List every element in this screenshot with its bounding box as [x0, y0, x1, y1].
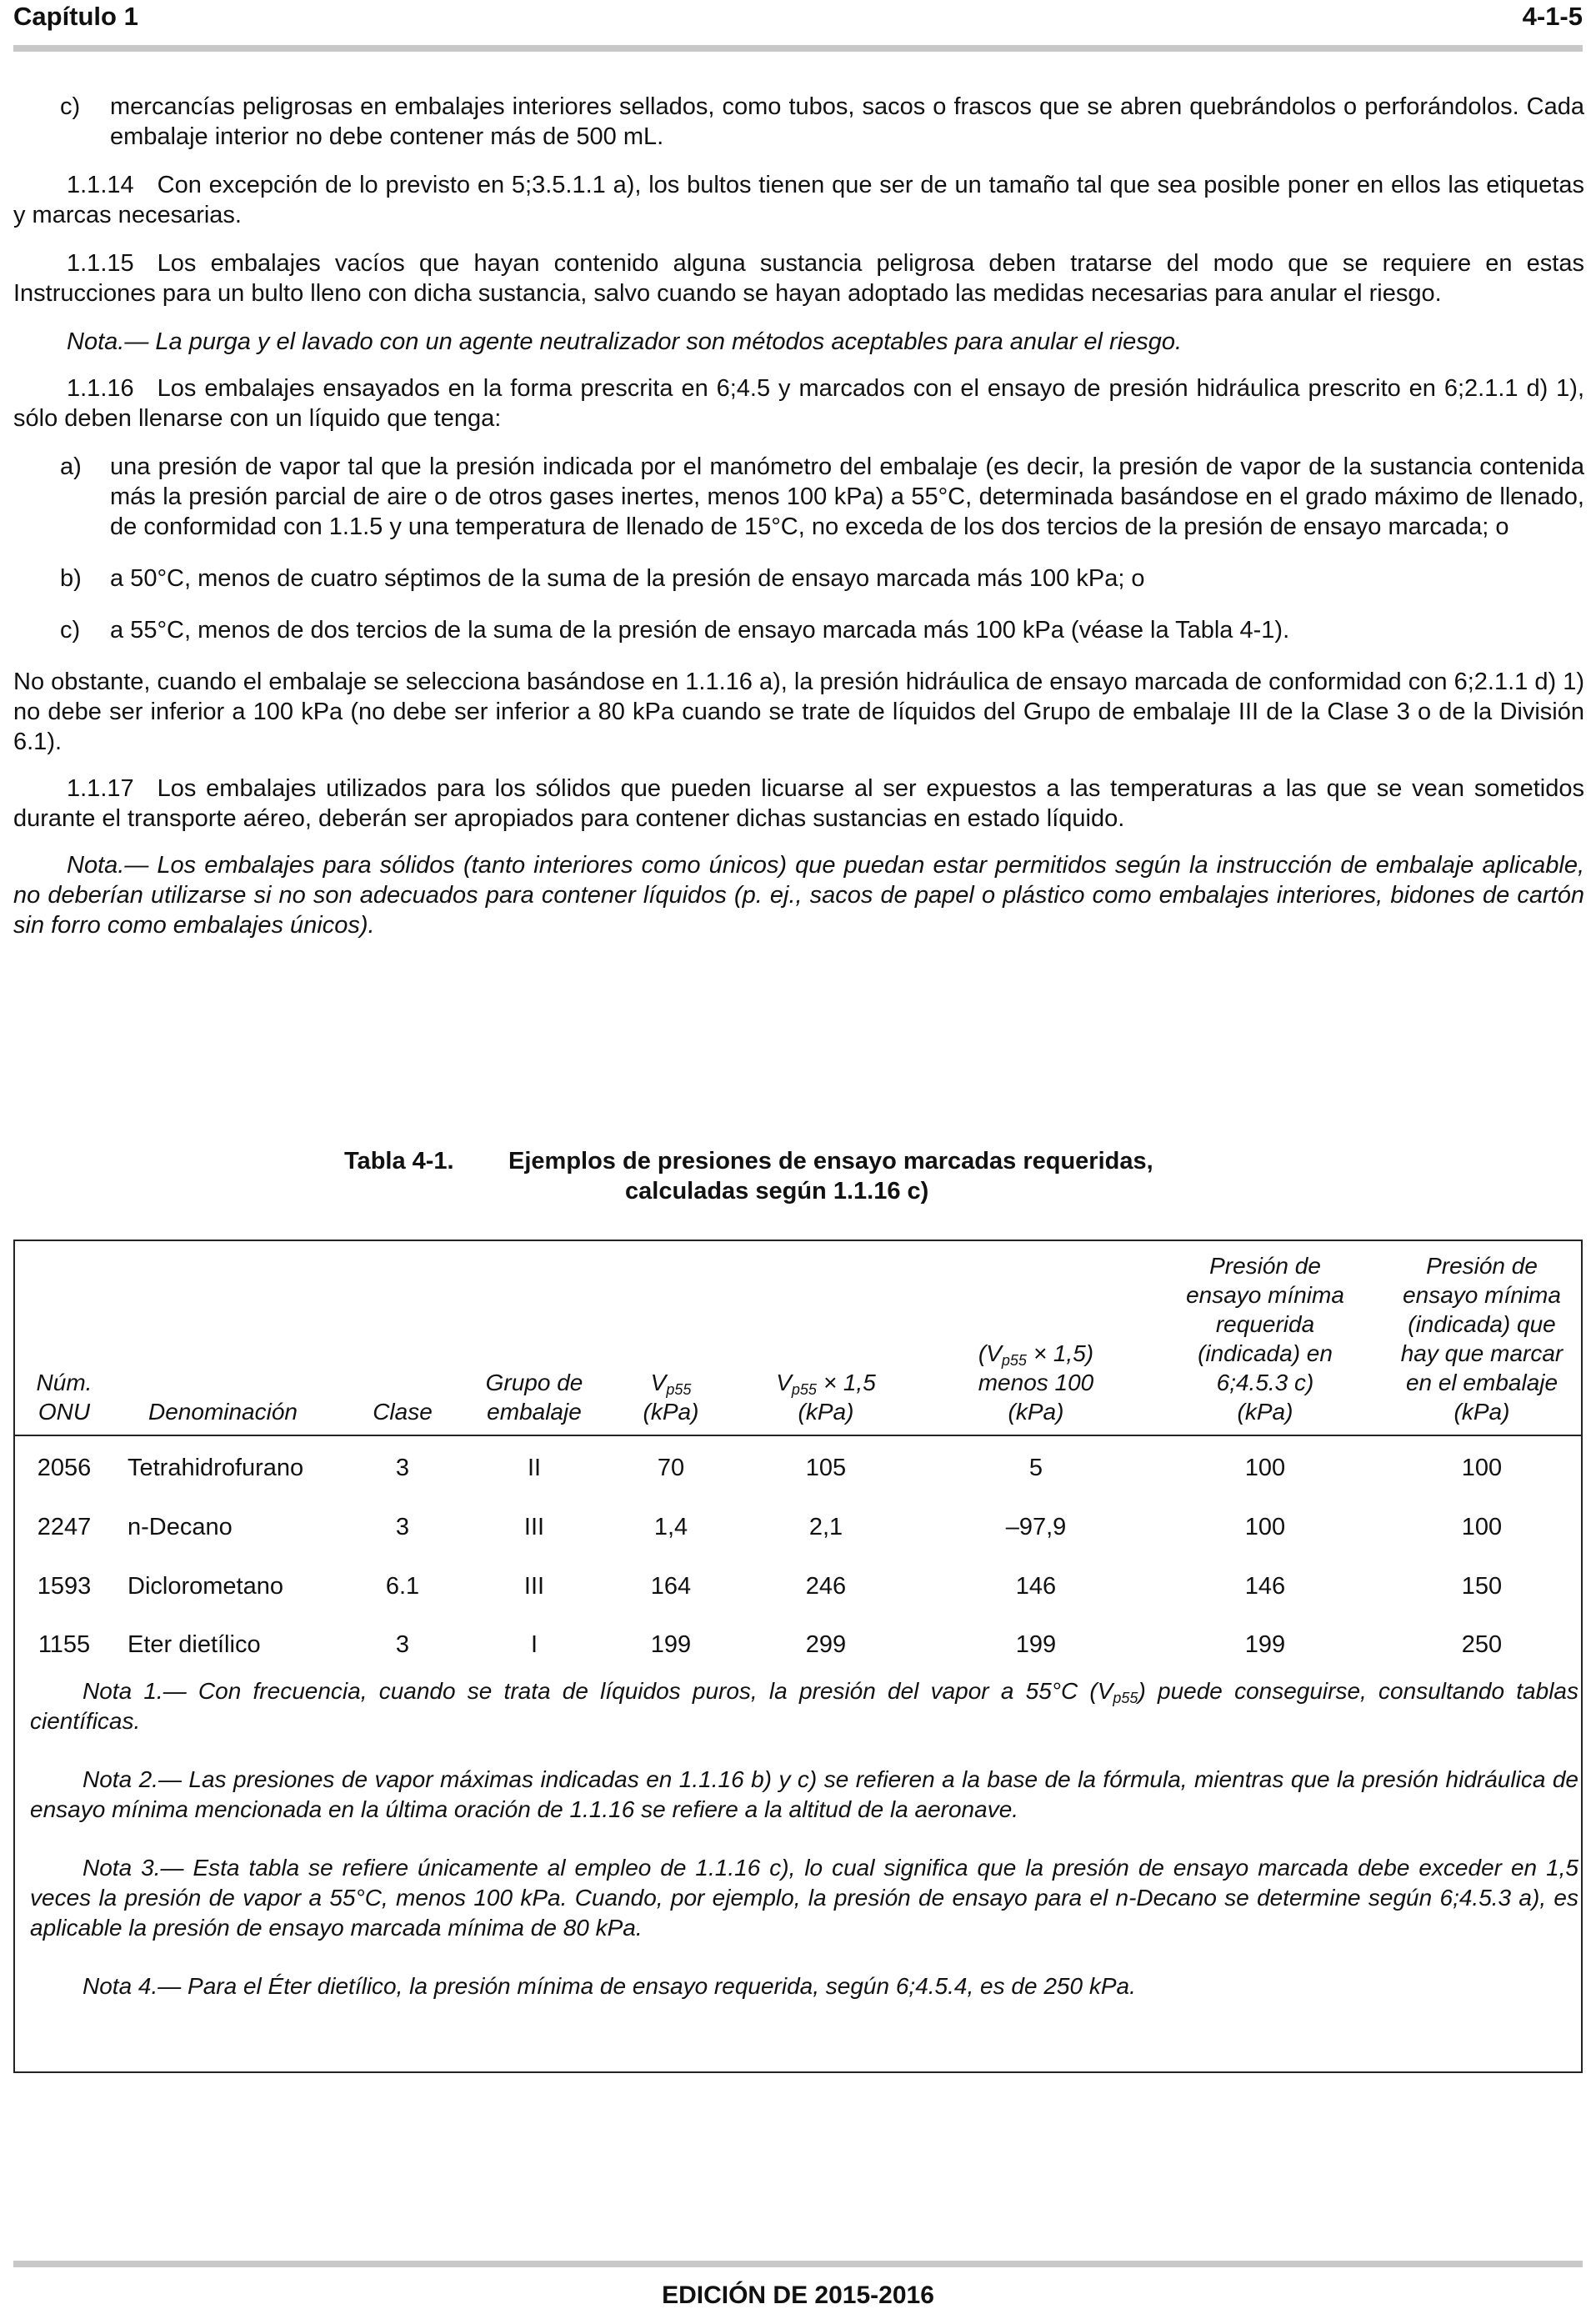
section-number: 1.1.14: [67, 172, 134, 198]
page-header: [13, 2, 1583, 43]
header-line: ONU: [38, 1399, 91, 1425]
cell-menos-100: –97,9: [1005, 1514, 1067, 1540]
cell-vp55: 199: [650, 1631, 692, 1658]
header-subscript: p55: [666, 1381, 692, 1398]
col-header-marcar: [1382, 1251, 1582, 1426]
note-text: La purga y el lavado con un agente neutralizador son métodos aceptables para anular el riesgo.: [155, 328, 1183, 355]
note-subscript: p55: [1113, 1690, 1138, 1706]
header-rule: [15, 1435, 1581, 1436]
header-line: [932, 1339, 1140, 1368]
list-item-a: [13, 452, 1584, 542]
table-note-4: Nota 4.— Para el Éter dietílico, la presión mínima de ensayo requerida, según 6;4.5.4, es de 250 kPa.: [83, 1973, 1136, 1999]
header-line: hay que marcar: [1400, 1340, 1563, 1366]
cell-marcar: 100: [1461, 1455, 1503, 1481]
cell-clase: 6.1: [385, 1573, 420, 1600]
header-text: (V: [978, 1340, 1002, 1366]
cell-vp55-x15: 105: [805, 1455, 847, 1481]
cell-marcar: 250: [1461, 1631, 1503, 1658]
cell-clase: 3: [395, 1631, 410, 1658]
header-line: Núm.: [36, 1370, 93, 1395]
cell-grupo: I: [530, 1631, 538, 1658]
paragraph-1-1-14: [13, 170, 1584, 230]
col-header-clase: [357, 1397, 448, 1426]
item-text: mercancías peligrosas en embalajes interiores sellados, como tubos, sacos o frascos que se abren quebrándolos o perforándolos. Cada embalaje interior no debe contener más de 500 mL.: [110, 93, 1584, 150]
body-text: [13, 92, 1584, 952]
paragraph-text: Los embalajes vacíos que hayan contenido alguna sustancia peligrosa deben tratarse del modo que se requiere en estas Instrucciones para un bulto lleno con dicha sustancia, salvo cuando se hayan adoptado las medidas necesarias para anular el riesgo.: [13, 250, 1584, 307]
cell-menos-100: 146: [1015, 1573, 1057, 1600]
header-text: × 1,5: [816, 1370, 876, 1395]
header-line: (kPa): [1237, 1399, 1293, 1425]
cell-requerida: 146: [1244, 1573, 1286, 1600]
header-line: Grupo de: [485, 1370, 583, 1395]
table-title-line-2: calculadas según 1.1.16 c): [625, 1178, 929, 1205]
header-line: Presión de: [1426, 1253, 1538, 1279]
col-header-onu: [27, 1368, 102, 1426]
cell-grupo: III: [523, 1514, 545, 1540]
header-text: V: [650, 1370, 667, 1395]
cell-grupo: II: [527, 1455, 542, 1481]
cell-requerida: 100: [1244, 1514, 1286, 1540]
table-note-3: Nota 3.— Esta tabla se refiere únicamente al empleo de 1.1.16 c), lo cual significa que la presión de ensayo marcada debe exceder en 1,5 veces la presión de vapor a 55°C, menos 100 kPa. Cuando, por ejemplo, la presión de ensayo para el n-Decano se determine según 6;4.5.3 a), es aplicable la presión de ensayo marcada mínima de 80 kPa.: [30, 1855, 1578, 1941]
pressure-table: [13, 1240, 1583, 2073]
table-title: [508, 1146, 1258, 1206]
note-text: Los embalajes para sólidos (tanto interiores como únicos) que puedan estar permitidos según la instrucción de embalaje aplicable, no deberían utilizarse si no son adecuados para contener líquidos (p. ej., sacos de papel o plástico como embalajes interiores, bidones de cartón sin forro como embalajes únicos).: [13, 852, 1584, 939]
cell-onu: 2056: [37, 1455, 92, 1481]
note-text: ) puede conseguirse, consultando tablas científicas.: [30, 1678, 1578, 1734]
chapter-title: Capítulo 1: [13, 2, 138, 31]
header-line: menos 100: [978, 1370, 1094, 1395]
note-purga: [13, 327, 1584, 357]
header-text: × 1,5): [1026, 1340, 1094, 1366]
header-line: embalaje: [487, 1399, 582, 1425]
table-label: Tabla 4-1.: [344, 1148, 454, 1175]
table-title-line-1: Ejemplos de presiones de ensayo marcadas requeridas,: [508, 1148, 1153, 1175]
cell-vp55: 1,4: [653, 1514, 688, 1540]
item-text: a 55°C, menos de dos tercios de la suma de la presión de ensayo marcada más 100 kPa (véase la Tabla 4-1).: [110, 617, 1290, 644]
header-line: [747, 1368, 905, 1397]
col-header-vp55-x15: [747, 1368, 905, 1426]
footer-rule: [13, 2261, 1583, 2267]
item-letter: b): [60, 565, 82, 592]
header-line: Presión de: [1209, 1253, 1321, 1279]
cell-onu: 2247: [37, 1514, 92, 1540]
cell-clase: 3: [395, 1514, 410, 1540]
note-label: Nota.—: [67, 328, 149, 355]
table-note-2: Nota 2.— Las presiones de vapor máximas indicadas en 1.1.16 b) y c) se refieren a la base de la fórmula, mientras que la presión hidráulica de ensayo mínima mencionada en la última oración de 1.1.16 se refiere a la altitud de la aeronave.: [30, 1766, 1578, 1822]
note-solidos: [13, 850, 1584, 940]
header-line: ensayo mínima: [1403, 1282, 1561, 1308]
item-text: una presión de vapor tal que la presión indicada por el manómetro del embalaje (es decir, la presión de vapor de la sustancia contenida más la presión parcial de aire o de otros gases inertes, menos 100 kPa) a 55°C, determinada basándose en el grado máximo de llenado, de conformidad con 1.1.5 y una temperatura de llenado de 15°C, no exceda de los dos tercios de la presión de ensayo marcada; o: [110, 453, 1584, 540]
cell-denominacion: Diclorometano: [128, 1573, 283, 1600]
header-line: (kPa): [643, 1399, 699, 1425]
cell-menos-100: 5: [1028, 1455, 1043, 1481]
header-text: V: [776, 1370, 792, 1395]
cell-marcar: 100: [1461, 1514, 1503, 1540]
paragraph-no-obstante: No obstante, cuando el embalaje se selecciona basándose en 1.1.16 a), la presión hidráulica de ensayo marcada de conformidad con 6;2.1.1 d) 1) no debe ser inferior a 100 kPa (no debe ser inferior a 80 kPa cuando se trate de líquidos del Grupo de embalaje III de la Clase 3 o de la División 6.1).: [13, 669, 1584, 755]
table-note-1: [30, 1676, 1578, 1736]
paragraph-text: Con excepción de lo previsto en 5;3.5.1.1 a), los bultos tienen que ser de un tamaño tal que sea posible poner en ellos las etiquetas y marcas necesarias.: [13, 172, 1584, 228]
cell-marcar: 150: [1461, 1573, 1503, 1600]
cell-denominacion: n-Decano: [128, 1514, 233, 1540]
header-line: (indicada) que: [1408, 1311, 1556, 1337]
section-number: 1.1.15: [67, 250, 134, 277]
cell-menos-100: 199: [1015, 1631, 1057, 1658]
header-line: en el embalaje: [1405, 1370, 1558, 1395]
cell-denominacion: Eter dietílico: [128, 1631, 261, 1658]
section-number: 1.1.17: [67, 775, 134, 802]
paragraph-1-1-17: [13, 774, 1584, 834]
header-line: (indicada) en: [1198, 1340, 1333, 1366]
cell-vp55: 70: [657, 1455, 685, 1481]
note-text: Nota 1.— Con frecuencia, cuando se trata de líquidos puros, la presión del vapor a 55°C (V: [83, 1678, 1113, 1704]
cell-onu: 1155: [38, 1631, 91, 1658]
header-line: Clase: [373, 1399, 433, 1425]
list-item-c2: [13, 615, 1584, 645]
header-line: (kPa): [1008, 1399, 1064, 1425]
header-line: requerida: [1215, 1311, 1315, 1337]
paragraph-text: Los embalajes ensayados en la forma prescrita en 6;4.5 y marcados con el ensayo de presión hidráulica prescrito en 6;2.1.1 d) 1), sólo deben llenarse con un líquido que tenga:: [13, 375, 1584, 432]
paragraph-1-1-16: [13, 373, 1584, 433]
cell-onu: 1593: [37, 1573, 92, 1600]
cell-vp55-x15: 2,1: [808, 1514, 843, 1540]
header-subscript: p55: [791, 1381, 817, 1398]
list-item-c: [13, 92, 1584, 152]
header-line: ensayo mínima: [1186, 1282, 1344, 1308]
header-line: (kPa): [1453, 1399, 1510, 1425]
cell-requerida: 100: [1244, 1455, 1286, 1481]
paragraph-text: Los embalajes utilizados para los sólidos que pueden licuarse al ser expuestos a las temperaturas a las que se vean sometidos durante el transporte aéreo, deberán ser apropiados para contener dichas sustancias en estado líquido.: [13, 775, 1584, 832]
col-header-grupo: [472, 1368, 597, 1426]
cell-vp55-x15: 299: [805, 1631, 847, 1658]
note-label: Nota.—: [67, 852, 149, 879]
item-letter: a): [60, 453, 82, 480]
cell-vp55: 164: [650, 1573, 692, 1600]
item-text: a 50°C, menos de cuatro séptimos de la suma de la presión de ensayo marcada más 100 kPa; o: [110, 565, 1145, 592]
cell-grupo: III: [523, 1573, 545, 1600]
header-line: (kPa): [798, 1399, 854, 1425]
cell-requerida: 199: [1244, 1631, 1286, 1658]
list-item-b: [13, 563, 1584, 594]
item-letter: c): [60, 617, 81, 644]
col-header-denominacion: [148, 1397, 348, 1426]
page-number: 4-1-5: [1522, 2, 1583, 31]
edition-footer: EDICIÓN DE 2015-2016: [662, 2281, 934, 2309]
cell-denominacion: Tetrahidrofurano: [128, 1455, 304, 1481]
item-letter: c): [60, 93, 81, 120]
header-line: 6;4.5.3 c): [1216, 1370, 1314, 1395]
cell-clase: 3: [395, 1455, 410, 1481]
header-line: Denominación: [148, 1399, 298, 1425]
header-subscript: p55: [1001, 1352, 1027, 1369]
paragraph-1-1-15: [13, 248, 1584, 308]
col-header-vp55: [625, 1368, 717, 1426]
col-header-menos-100: [932, 1339, 1140, 1426]
header-rule: [13, 45, 1583, 52]
table-notes: [30, 1676, 1578, 2030]
section-number: 1.1.16: [67, 375, 134, 402]
cell-vp55-x15: 246: [805, 1573, 847, 1600]
header-line: [625, 1368, 717, 1397]
col-header-requerida: [1165, 1251, 1365, 1426]
